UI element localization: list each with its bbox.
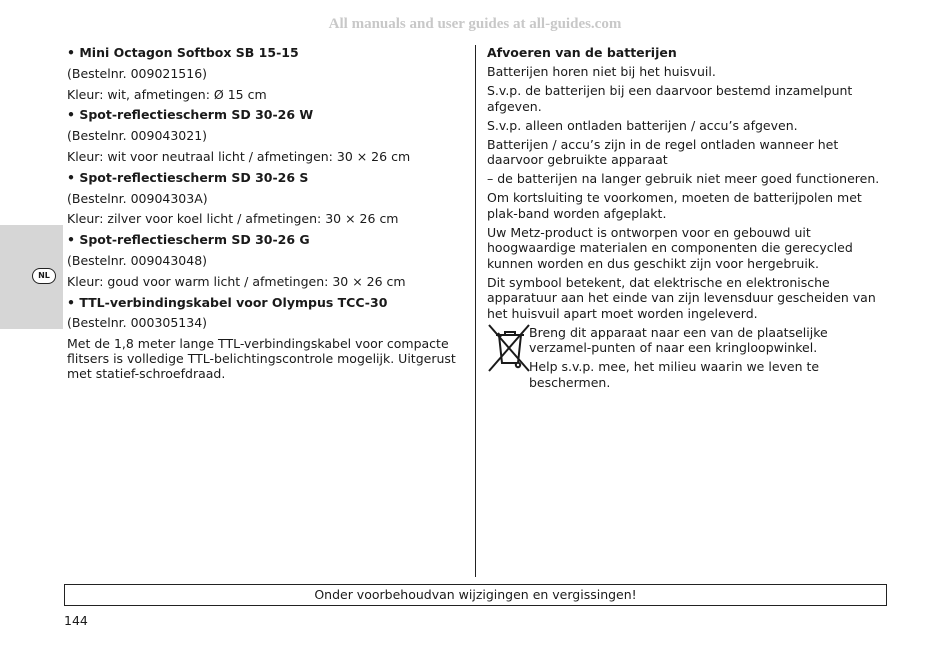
section-heading: Afvoeren van de batterijen xyxy=(487,45,677,60)
weee-instruction: Help s.v.p. mee, het milieu waarin we leven te beschermen. xyxy=(529,359,820,390)
accessory-item xyxy=(67,45,467,102)
accessory-description: Kleur: zilver voor koel licht / afmetingen: 30 × 26 cm xyxy=(67,211,399,227)
language-badge: NL xyxy=(32,268,56,284)
accessories-column xyxy=(67,45,467,381)
accessory-item xyxy=(67,295,467,382)
paragraph: Om kortsluiting te voorkomen, moeten de batterijpolen met plak-band worden afgeplakt. xyxy=(487,190,862,221)
page-number: 144 xyxy=(64,613,88,628)
accessory-order-number: (Bestelnr. 009021516) xyxy=(67,65,208,81)
accessory-item xyxy=(67,170,467,227)
battery-disposal-column xyxy=(487,45,892,394)
accessory-title: • Spot-reflectiescherm SD 30-26 W xyxy=(67,107,314,123)
accessory-title: • Spot-reflectiescherm SD 30-26 G xyxy=(67,232,310,248)
weee-instruction: Breng dit apparaat naar een van de plaatselijke verzamel-punten of naar een kringloopwinkel. xyxy=(529,324,828,355)
paragraph: S.v.p. alleen ontladen batterijen / accu’s afgeven. xyxy=(487,117,798,133)
crossed-out-wheelie-bin-icon xyxy=(487,323,531,375)
paragraph: Uw Metz-product is ontworpen voor en gebouwd uit hoogwaardige materialen en componenten die gerecycled kunnen worden en dus geschikt zijn voor hergebruik. xyxy=(487,224,853,271)
paragraph: Batterijen / accu’s zijn in de regel ontladen wanneer het daarvoor gebruikte apparaat xyxy=(487,136,839,167)
accessory-title: • TTL-verbindingskabel voor Olympus TCC-30 xyxy=(67,294,388,310)
accessory-description: Kleur: wit, afmetingen: Ø 15 cm xyxy=(67,86,267,102)
accessory-description: Kleur: wit voor neutraal licht / afmetingen: 30 × 26 cm xyxy=(67,148,411,164)
accessory-description: Met de 1,8 meter lange TTL-verbindingskabel voor compacte flitsers is volledige TTL-belichtingscontrole mogelijk. Uitgerust met statief-schroefdraad. xyxy=(67,336,456,382)
accessory-order-number: (Bestelnr. 000305134) xyxy=(67,315,208,331)
accessory-item xyxy=(67,107,467,164)
paragraph: – de batterijen na langer gebruik niet meer goed functioneren. xyxy=(487,171,880,186)
weee-notice xyxy=(487,325,892,391)
watermark: All manuals and user guides at all-guides.com xyxy=(328,16,622,32)
column-divider xyxy=(475,45,476,577)
accessory-title: • Mini Octagon Softbox SB 15-15 xyxy=(67,45,299,60)
accessory-order-number: (Bestelnr. 009043048) xyxy=(67,252,208,268)
paragraph: Dit symbool betekent, dat elektrische en elektronische apparatuur aan het einde van zijn levensduur gescheiden van het huisvuil apart moet worden ingeleverd. xyxy=(487,274,876,321)
accessory-order-number: (Bestelnr. 009043021) xyxy=(67,128,208,144)
accessory-order-number: (Bestelnr. 00904303A) xyxy=(67,190,208,206)
accessory-description: Kleur: goud voor warm licht / afmetingen: 30 × 26 cm xyxy=(67,273,406,289)
accessory-item xyxy=(67,232,467,289)
accessory-title: • Spot-reflectiescherm SD 30-26 S xyxy=(67,169,309,185)
paragraph: Batterijen horen niet bij het huisvuil. xyxy=(487,64,716,79)
disclaimer-box: Onder voorbehoudvan wijzigingen en vergissingen! xyxy=(64,584,887,606)
paragraph: S.v.p. de batterijen bij een daarvoor bestemd inzamelpunt afgeven. xyxy=(487,83,853,114)
